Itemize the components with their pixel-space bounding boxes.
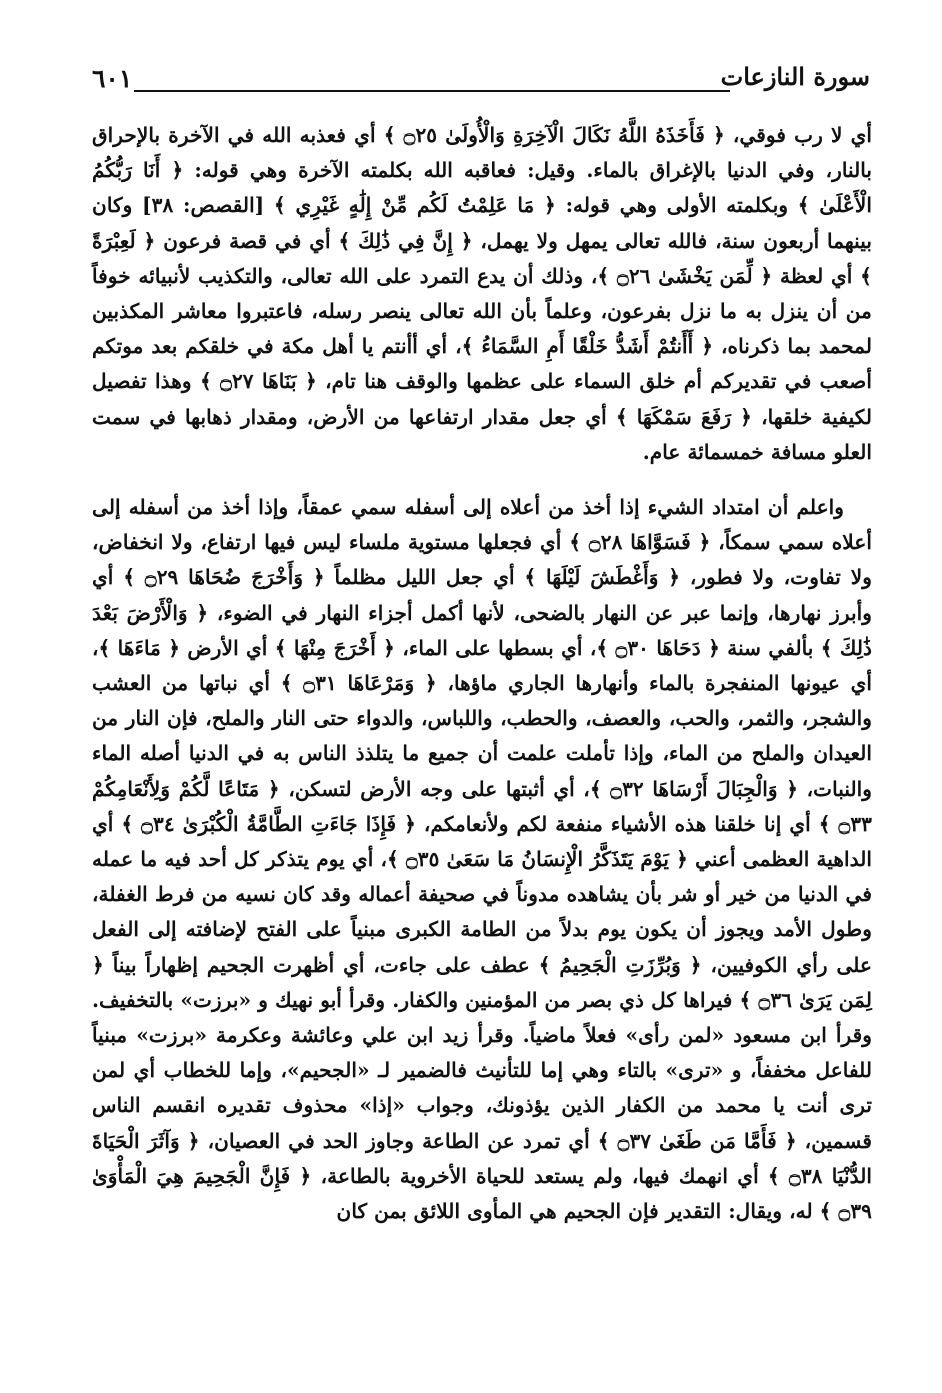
paragraph: أي لا رب فوقي، ﴿ فَأَخَذَهُ اللَّهُ نَكَالَ الْآخِرَةِ وَالْأُولَىٰ ۝٢٥ ﴾ أي فعذبه الله في الآخرة بالإحراق بالنار، وفي الدنيا بالإغراق بالماء. وقيل: فعاقبه الله بكلمته الآخرة وهي قوله: ﴿ أَنَا رَبُّكُمُ الْأَعْلَىٰ ﴾ وبكلمته الأولى وهي قوله: ﴿ مَا عَلِمْتُ لَكُم مِّنْ إِلَٰهٍ غَيْرِي ﴾ [القصص: ٣٨] وكان بينهما أربعون سنة، فالله تعالى يمهل ولا يهمل، ﴿ إِنَّ فِي ذَٰلِكَ ﴾ أي في قصة فرعون ﴿ لَعِبْرَةً ﴾ أي لعظة ﴿ لِّمَن يَخْشَىٰ ۝٢٦ ﴾، وذلك أن يدع التمرد على الله تعالى، والتكذيب لأنبيائه خوفاً من أن ينزل به ما نزل بفرعون، وعلماً بأن الله تعالى ينصر رسله، فاعتبروا معاشر المكذبين لمحمد بما ذكرناه، ﴿ أَأَنتُمْ أَشَدُّ خَلْقًا أَمِ السَّمَاءُ ﴾، أي أأنتم يا أهل مكة في خلقكم بعد موتكم أصعب في تقديركم أم خلق السماء على عظمها والوقف هنا تام، ﴿ بَنَاهَا ۝٢٧ ﴾ وهذا تفصيل لكيفية خلقها، ﴿ رَفَعَ سَمْكَهَا ﴾ أي جعل مقدار ارتفاعها من الأرض، ومقدار ذهابها في سمت العلو مسافة خمسمائة عام. — [92, 123, 872, 464]
paragraph: واعلم أن امتداد الشيء إذا أخذ من أعلاه إلى أسفله سمي عمقاً، وإذا أخذ من أسفله إلى أعلاه سمي سمكاً، ﴿ فَسَوَّاهَا ۝٢٨ ﴾ أي فجعلها مستوية ملساء ليس فيها ارتفاع، ولا انخفاض، ولا تفاوت، ولا فطور، ﴿ وَأَغْطَشَ لَيْلَهَا ﴾ أي جعل الليل مظلماً ﴿ وَأَخْرَجَ ضُحَاهَا ۝٢٩ ﴾ أي وأبرز نهارها، وإنما عبر عن النهار بالضحى، لأنها أكمل أجزاء النهار في الضوء، ﴿ وَالْأَرْضَ بَعْدَ ذَٰلِكَ ﴾ بألفي سنة ﴿ دَحَاهَا ۝٣٠ ﴾، أي بسطها على الماء، ﴿ أَخْرَجَ مِنْهَا ﴾ أي الأرض ﴿ مَاءَهَا ﴾، أي عيونها المنفجرة بالماء وأنهارها الجاري ماؤها، ﴿ وَمَرْعَاهَا ۝٣١ ﴾ أي نباتها من العشب والشجر، والثمر، والحب، والعصف، والحطب، واللباس، والدواء حتى النار والملح، فإن النار من العيدان والملح من الماء، وإذا تأملت علمت أن جميع ما يتلذذ الناس به في الدنيا أصله الماء والنبات، ﴿ وَالْجِبَالَ أَرْسَاهَا ۝٣٢ ﴾، أي أثبتها على وجه الأرض لتسكن، ﴿ مَتَاعًا لَّكُمْ وَلِأَنْعَامِكُمْ ۝٣٣ ﴾ أي إنا خلقنا هذه الأشياء منفعة لكم ولأنعامكم، ﴿ فَإِذَا جَاءَتِ الطَّامَّةُ الْكُبْرَىٰ ۝٣٤ ﴾ أي الداهية العظمى أعني ﴿ يَوْمَ يَتَذَكَّرُ الْإِنسَانُ مَا سَعَىٰ ۝٣٥ ﴾، أي يوم يتذكر كل أحد فيه ما عمله في الدنيا من خير أو شر بأن يشاهده مدوناً في صحيفة أعماله وقد كان نسيه من فرط الغفلة، وطول الأمد ويجوز أن يكون يوم بدلاً من الطامة الكبرى مبنياً على الفتح لإضافته إلى الفعل على رأي الكوفيين، ﴿ وَبُرِّزَتِ الْجَحِيمُ ﴾ عطف على جاءت، أي أظهرت الجحيم إظهاراً بيناً ﴿ لِمَن يَرَىٰ ۝٣٦ ﴾ فيراها كل ذي بصر من المؤمنين والكفار. وقرأ أبو نهيك و «برزت» بالتخفيف. وقرأ ابن مسعود «لمن رأى» فعلاً ماضياً. وقرأ زيد ابن علي وعائشة وعكرمة «برزت» مبنياً للفاعل مخففاً، و «ترى» بالتاء وهي إما للتأنيث فالضمير لـ «الجحيم»، وإما للخطاب أي لمن ترى أنت يا محمد من الكفار الذين يؤذونك، وجواب «إذا» محذوف تقديره انقسم الناس قسمين، ﴿ فَأَمَّا مَن طَغَىٰ ۝٣٧ ﴾ أي تمرد عن الطاعة وجاوز الحد في العصيان، ﴿ وَآثَرَ الْحَيَاةَ الدُّنْيَا ۝٣٨ ﴾ أي انهمك فيها، ولم يستعد للحياة الأخروية بالطاعة، ﴿ فَإِنَّ الْجَحِيمَ هِيَ الْمَأْوَىٰ ۝٣٩ ﴾ له، ويقال: التقدير فإن الجحيم هي المأوى اللائق بمن كان — [92, 495, 873, 1224]
header-rule — [134, 90, 730, 92]
body-text — [92, 118, 872, 1229]
surah-title: سورة النازعات — [720, 62, 870, 91]
page-number: ٦٠١ — [92, 64, 133, 93]
page-header — [92, 58, 870, 102]
